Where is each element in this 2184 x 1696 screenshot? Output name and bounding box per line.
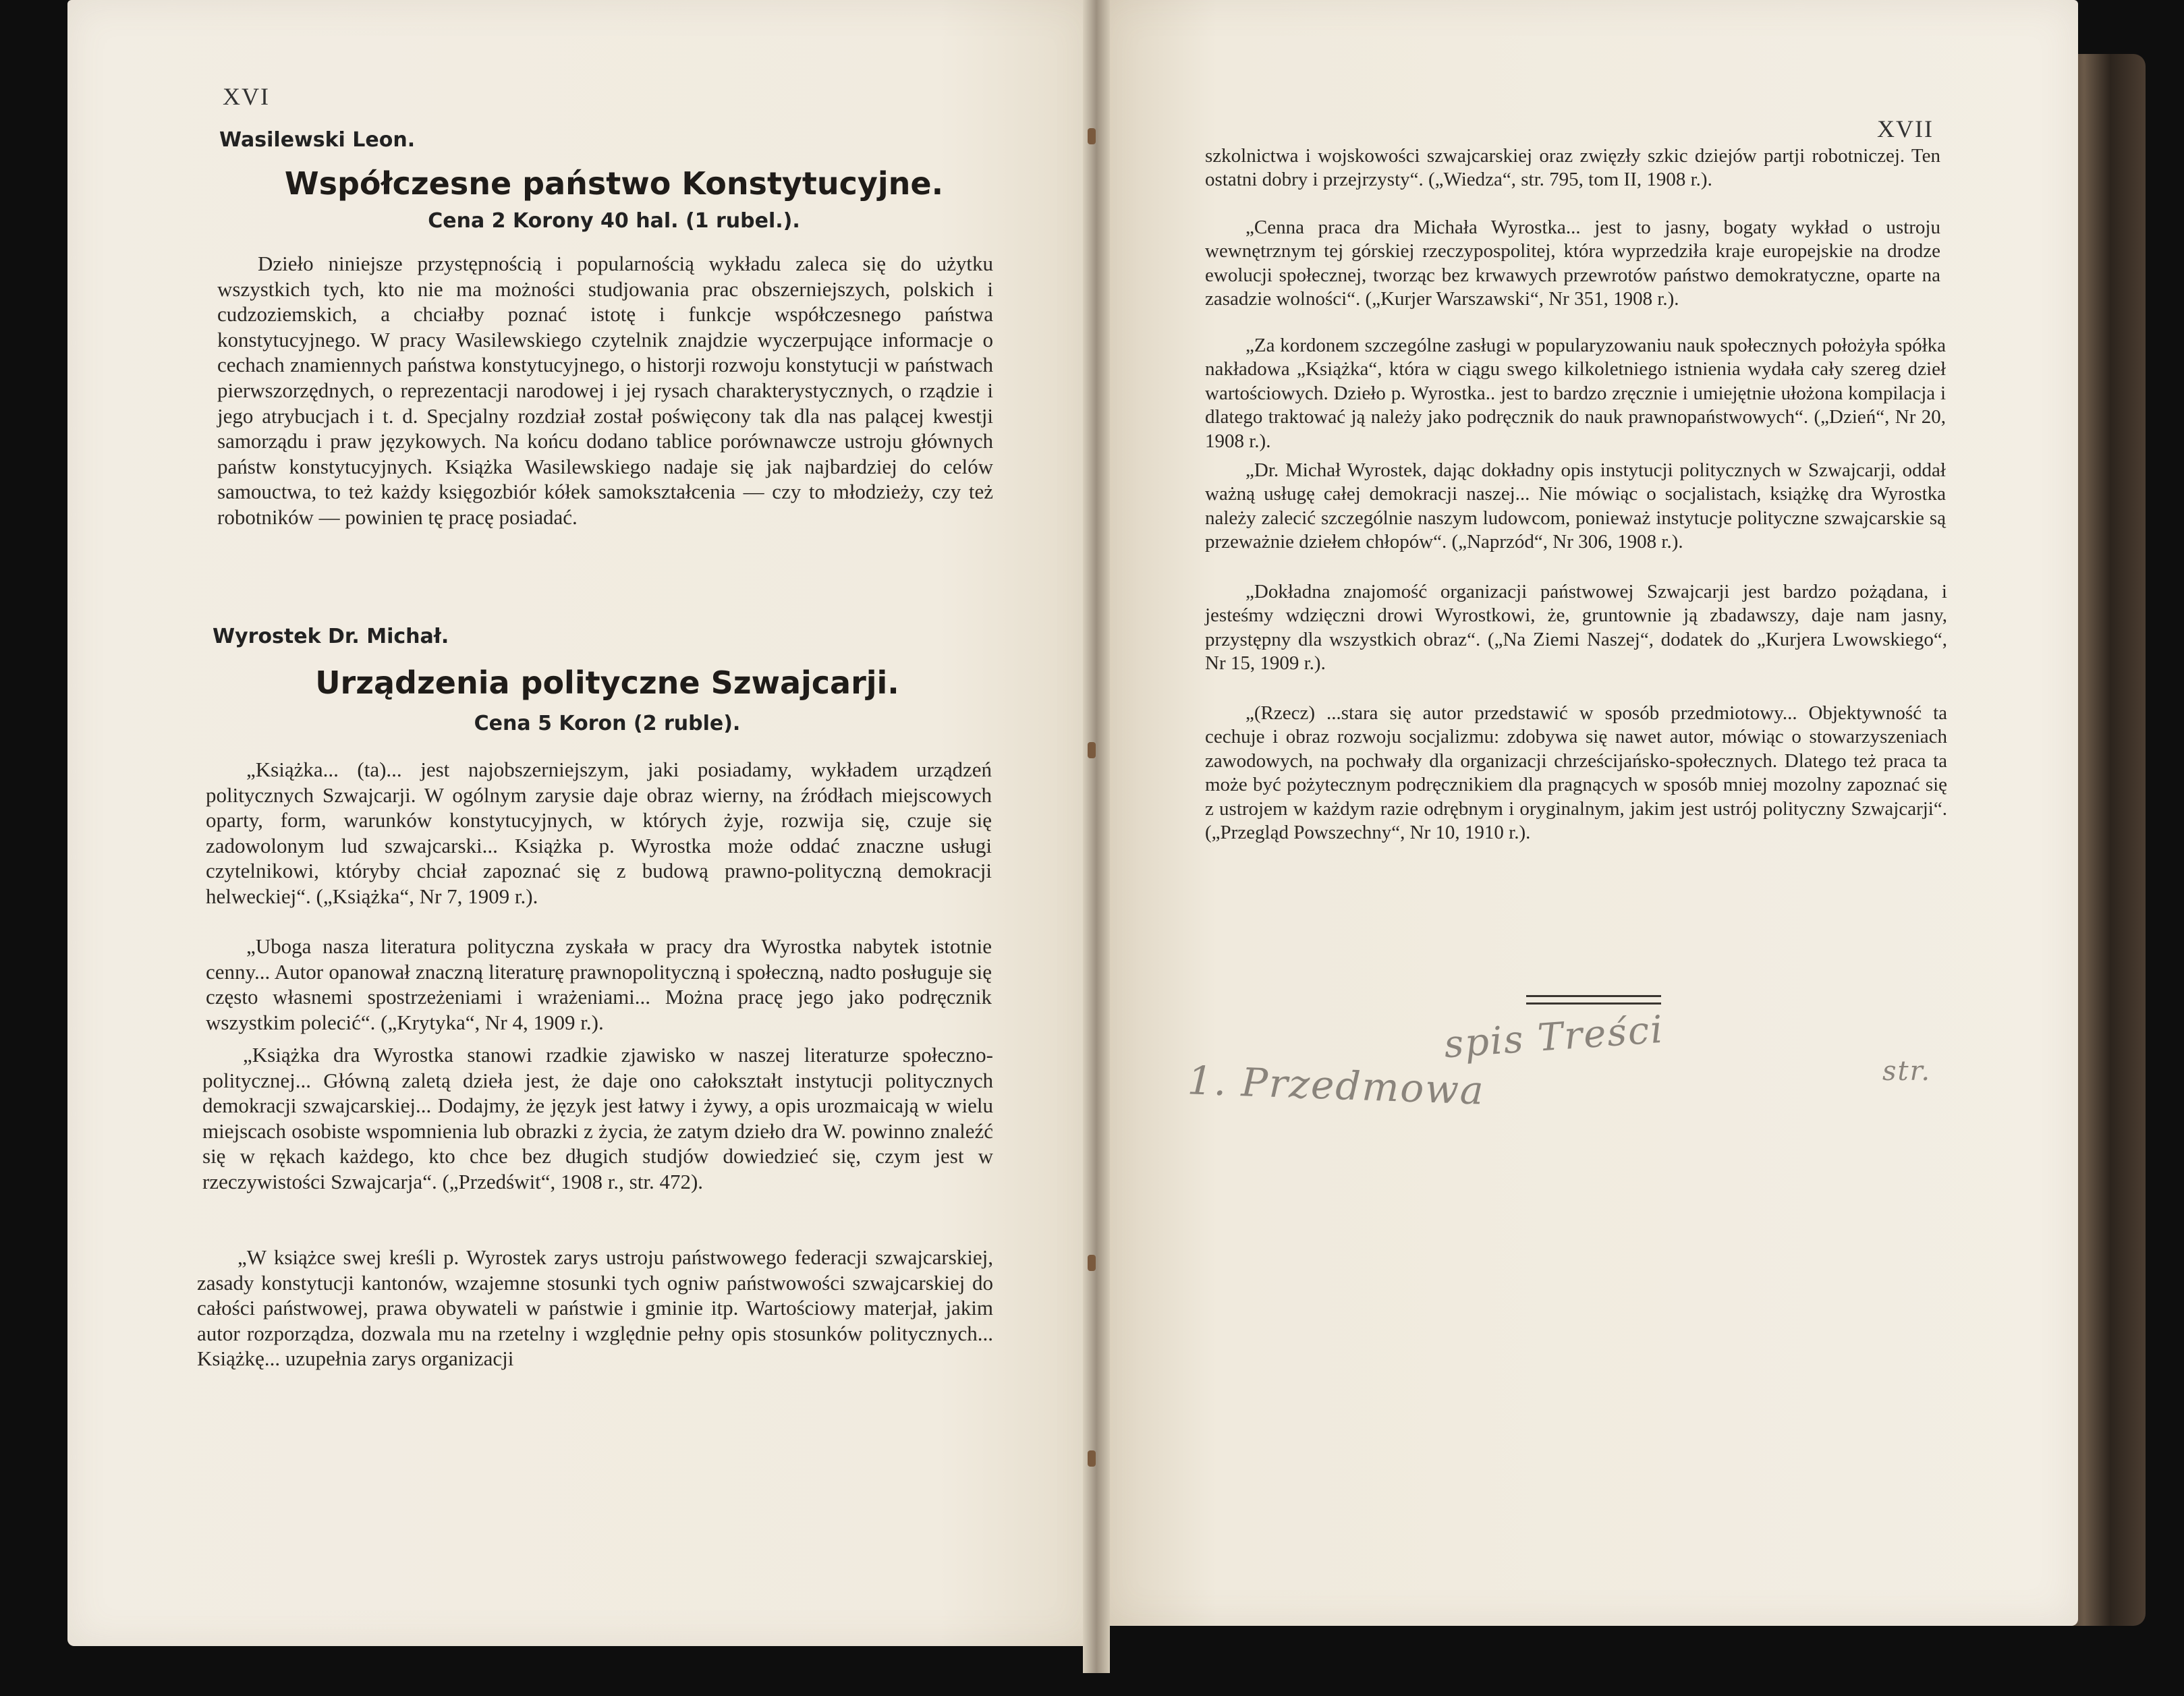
section-rule (1526, 995, 1661, 997)
entry2-price: Cena 5 Koron (2 ruble). (474, 712, 741, 735)
binding-stitch (1088, 128, 1096, 144)
right-paragraph: szkolnictwa i wojskowości szwajcarskiej oraz zwięzły szkic dziejów partji robotniczej. Ten ostatni dobry i przejrzysty“. („Wiedza“, str. 795, tom II, 1908 r.). (1205, 145, 1940, 191)
right-paragraph: „Dr. Michał Wyrostek, dając dokładny opis instytucji politycznych w Szwajcarji, oddał ważną usługę całej demokracji naszej... Nie mówiąc o socjalistach, książkę dra Wyrostka należy zalecić szczególnie naszym ludowcom, ponieważ instytucje polityczne szwajcarskie są przeważnie dziełem chłopów“. („Naprzód“, Nr 306, 1908 r.). (1205, 459, 1946, 553)
right-paragraph: „Za kordonem szczególne zasługi w popularyzowaniu nauk społecznych położyła spółka nakładowa „Książka“, która w ciągu swego kilkoletniego istnienia wydała cały szereg dzieł wartościowych. Dzieło p. Wyrostka.. jest to bardzo zręcznie i umiejętnie ułożona kompilacja i dlatego traktować ją należy jako podręcznik do nauk prawnopaństwowych“. („Dzień“, Nr 20, 1908 r.). (1205, 335, 1946, 452)
handwritten-toc-item: 1. Przedmowa (1186, 1057, 1486, 1114)
entry2-paragraph: „W książce swej kreśli p. Wyrostek zarys ustroju państwowego federacji szwajcarskiej, zasady konstytucji kantonów, wzajemne stosunki tych ogniw państwowości szwajcarskiej do całości państwowej, prawa obywateli w państwie i gminie itp. Wartościowy materjał, jakim autor rozporządza, dozwala mu na rzetelny i względnie pełny opis stosunków politycznych... Książkę... uzupełnia zarys organizacji (197, 1245, 993, 1371)
entry2-paragraph: „Uboga nasza literatura polityczna zyskała w pracy dra Wyrostka nabytek istotnie cenny... Autor opanował znaczną literaturę prawnopolityczną i społeczną, nadto posługuje się często własnemi spostrzeżeniami i wrażeniami... Można pracę jego jako podręcznik wszystkim polecić“. („Krytyka“, Nr 4, 1909 r.). (206, 934, 992, 1034)
entry2-paragraph: „Książka... (ta)... jest najobszerniejszym, jaki posiadamy, wykładem urządzeń politycznych Szwajcarji. W ogólnym zarysie daje obraz wierny, na źródłach miejscowych oparty, form, warunków konstytucyjnych, w których żyje, rozwija się, czuje się zadowolonym lud szwajcarski... Książka p. Wyrostka może oddać znaczne usługi czytelnikowi, któryby chciał zapoznać się z budową prawno-polityczną demokracji helweckiej“. („Książka“, Nr 7, 1909 r.). (206, 758, 992, 908)
entry1-price: Cena 2 Korony 40 hal. (1 rubel.). (428, 209, 800, 233)
handwritten-heading: spis Treści (1443, 1007, 1666, 1067)
entry2-paragraph: „Książka dra Wyrostka stanowi rzadkie zjawisko w naszej literaturze społeczno-politycznej... Główną zaletą dzieła jest, że daje ono całokształt instytucji politycznych demokracji szwajcarskiej... Dodajmy, że język jest łatwy i żywy, a opis urozmaicają w wielu miejscach osobiste wspomnienia lub obrazki z życia, że zatym dzieło dra W. powinno znaleźć się w rękach każdego, kto chce bez długich studjów dowiedzieć się, czym jest w rzeczywistości Szwajcarja“. („Przedświt“, 1908 r., str. 472). (202, 1043, 993, 1193)
right-paragraph: „Dokładna znajomość organizacji państwowej Szwajcarji jest bardzo pożądana, i jesteśmy wdzięczni drowi Wyrostkowi, że, gruntownie ją zbadawszy, daje nam jasny, przystępny dla wszystkich obraz“. („Na Ziemi Naszej“, dodatek do „Kurjera Lwowskiego“, Nr 15, 1909 r.). (1205, 581, 1947, 675)
binding-stitch (1088, 1255, 1096, 1271)
entry1-paragraph: Dzieło niniejsze przystępnością i popularnością wykładu zaleca się do użytku wszystkich tych, kto nie ma możności studjowania prac obszerniejszych, polskich i cudzoziemskich, a chciałby poznać istotę i funkcje współczesnego państwa konstytucyjnego. W pracy Wasilewskiego czytelnik znajdzie wyczerpujące informacje o cechach znamiennych państwa konstytucyjnego, o historji rozwoju konstytucji w państwach pierwszorzędnych, o reprezentacji narodowej i jej rysach charakterystycznych, o rządzie i jego atrybucjach i t. d. Specjalny rozdział został poświęcony tak dla nas palącej kwestji samorządu i praw językowych. Na końcu dodano tablice porównawcze ustroju głównych państw konstytucyjnych. Książka Wasilewskiego nadaje się jak najbardziej do celów samouctwa, to też każdy księgozbiór kółek samokształcenia — czy to młodzieży, czy też robotników — powinien tę pracę posiadać. (217, 252, 993, 529)
entry1-title: Współczesne państwo Konstytucyjne. (284, 165, 944, 202)
handwritten-page-abbrev: str. (1882, 1056, 1932, 1087)
right-folio: XVII (1877, 115, 1934, 142)
right-paragraph: „(Rzecz) ...stara się autor przedstawić w sposób przedmiotowy... Objektywność ta cechuje i obraz rozwoju socjalizmu: zdobywa się nawet autor, mówiąc o stowarzyszeniach zawodowych, na pochwały dla organizacji chrześcijańsko-społecznych. Dlatego też praca ta może być pożytecznym podręcznikiem dla pragnących w sposób mniej mozolny zapoznać się z ustrojem w każdym razie odrębnym i oryginalnym, jakim jest ustrój polityczny Szwajcarji“. („Przegląd Powszechny“, Nr 10, 1910 r.). (1205, 702, 1947, 844)
entry1-author: Wasilewski Leon. (219, 128, 416, 152)
binding-stitch (1088, 1450, 1096, 1467)
entry2-author: Wyrostek Dr. Michał. (213, 625, 449, 648)
book-gutter (1083, 0, 1110, 1673)
entry2-title: Urządzenia polityczne Szwajcarji. (315, 665, 899, 701)
left-folio: XVI (223, 83, 270, 110)
binding-stitch (1088, 742, 1096, 758)
section-rule (1526, 1002, 1661, 1005)
right-paragraph: „Cenna praca dra Michała Wyrostka... jest to jasny, bogaty wykład o ustroju wewnętrznym tej górskiej rzeczypospolitej, która wyprzedziła kraje europejskie na drodze ewolucji społecznej, tworząc bez krwawych przewrotów państwo demokratyczne, oparte na zasadzie wolności“. („Kurjer Warszawski“, Nr 351, 1908 r.). (1205, 217, 1940, 310)
